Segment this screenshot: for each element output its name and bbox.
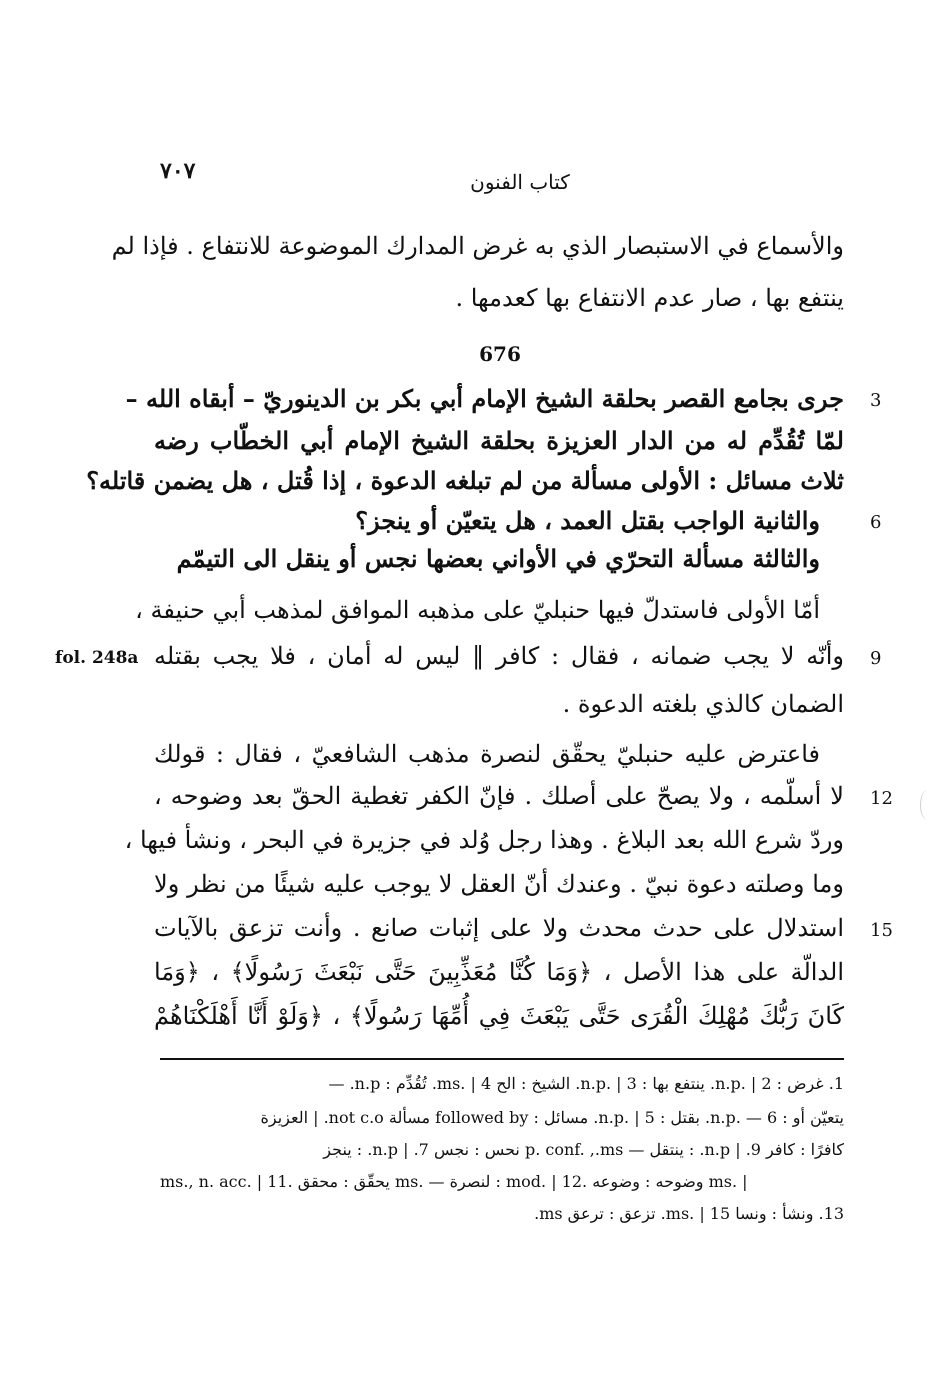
paragraph-line: الضمان كالذي بلغته الدعوة .: [562, 690, 844, 718]
heading-line: ثلاث مسائل : الأولى مسألة من لم تبلغه الدعوة ، إذا قُتل ، هل يضمن قاتله؟: [86, 466, 844, 495]
intro-line: والأسماع في الاستبصار الذي به غرض المدارك الموضوعة للانتفاع . فإذا لم: [111, 232, 844, 260]
page-number: ٧٠٧: [160, 158, 196, 184]
section-number: 676: [479, 342, 521, 366]
paragraph-line: وأنّه لا يجب ضمانه ، فقال : كافر ‖ ليس له أمان ، فلا يجب بقتله: [154, 642, 844, 670]
footnote-line: 1. غرض : n.p. | 2. ينتفع بها : n.p. | 3. الشيخ : الح ms. | 4. تُقُدِّم : n.p. —: [328, 1074, 844, 1093]
paragraph-line: وردّ شرع الله بعد البلاغ . وهذا رجل وُلد في جزيرة في البحر ، ونشأ فيها ،: [124, 826, 844, 854]
heading-line: والثالثة مسألة التحرّي في الأواني بعضها نجس أو ينقل الى التيمّم: [176, 544, 820, 573]
paragraph-line: استدلال على حدث محدث ولا على إثبات صانع . وأنت تزعق بالآيات: [154, 914, 844, 942]
paragraph-line: الدالّة على هذا الأصل ، ﴿وَمَا كُنَّا مُعَذِّبِينَ حَتَّى نَبْعَثَ رَسُولًا﴾ ، ﴿وَمَا: [154, 958, 844, 986]
paper-fold-mark: [920, 790, 935, 820]
running-title: كتاب الفنون: [470, 170, 570, 194]
heading-line: لمّا تُقُدِّم له من الدار العزيزة بحلقة الشيخ الإمام أبي الخطّاب رضه: [154, 426, 844, 455]
paragraph-line: أمّا الأولى فاستدلّ فيها حنبليّ على مذهبه الموافق لمذهب أبي حنيفة ،: [135, 596, 820, 624]
line-number: 15: [870, 920, 893, 941]
heading-line: جرى بجامع القصر بحلقة الشيخ الإمام أبي بكر بن الدينوريّ – أبقاه الله –: [125, 384, 844, 413]
folio-note: fol. 248a: [55, 648, 139, 668]
paragraph-line: كَانَ رَبُّكَ مُهْلِكَ الْقُرَى حَتَّى يَبْعَثَ فِي أُمِّهَا رَسُولًا﴾ ، ﴿وَلَوْ أَنَّا أَهْلَكْنَاهُمْ: [154, 1002, 844, 1030]
footnote-line: 13. ونشأ : ونسا ms. | 15. تزعق : ترعق ms.: [534, 1204, 844, 1223]
line-number: 3: [870, 390, 882, 411]
footnote-line: ms., n. acc. | 11. يحقّق : محقق ms. — لنصرة : mod. | 12. وضوحه : وضوعه ms. |: [160, 1172, 748, 1191]
intro-line: ينتفع بها ، صار عدم الانتفاع بها كعدمها .: [455, 284, 844, 312]
line-number: 12: [870, 788, 893, 809]
heading-line: والثانية الواجب بقتل العمد ، هل يتعيّن أو ينجز؟: [355, 506, 820, 535]
line-number: 6: [870, 512, 882, 533]
paragraph-line: وما وصلته دعوة نبيّ . وعندك أنّ العقل لا يوجب عليه شيئًا من نظر ولا: [154, 870, 844, 898]
footnote-line: كافرًا : كافر 9. | n.p. : ينتقل — p. conf. ,.ms نحس : نجس 7. | n.p. : ينجز: [323, 1140, 844, 1159]
footnote-line: يتعيّن أو : n.p. — 6. بقتل : n.p. | 5. مسائل : followed by مسألة not c.o. | العزيزة: [260, 1108, 844, 1127]
paragraph-line: لا أسلّمه ، ولا يصحّ على أصلك . فإنّ الكفر تغطية الحقّ بعد وضوحه ،: [154, 782, 844, 810]
footnote-rule: [160, 1058, 844, 1060]
line-number: 9: [870, 648, 882, 669]
paragraph-line: فاعترض عليه حنبليّ يحقّق لنصرة مذهب الشافعيّ ، فقال : قولك: [154, 740, 820, 768]
